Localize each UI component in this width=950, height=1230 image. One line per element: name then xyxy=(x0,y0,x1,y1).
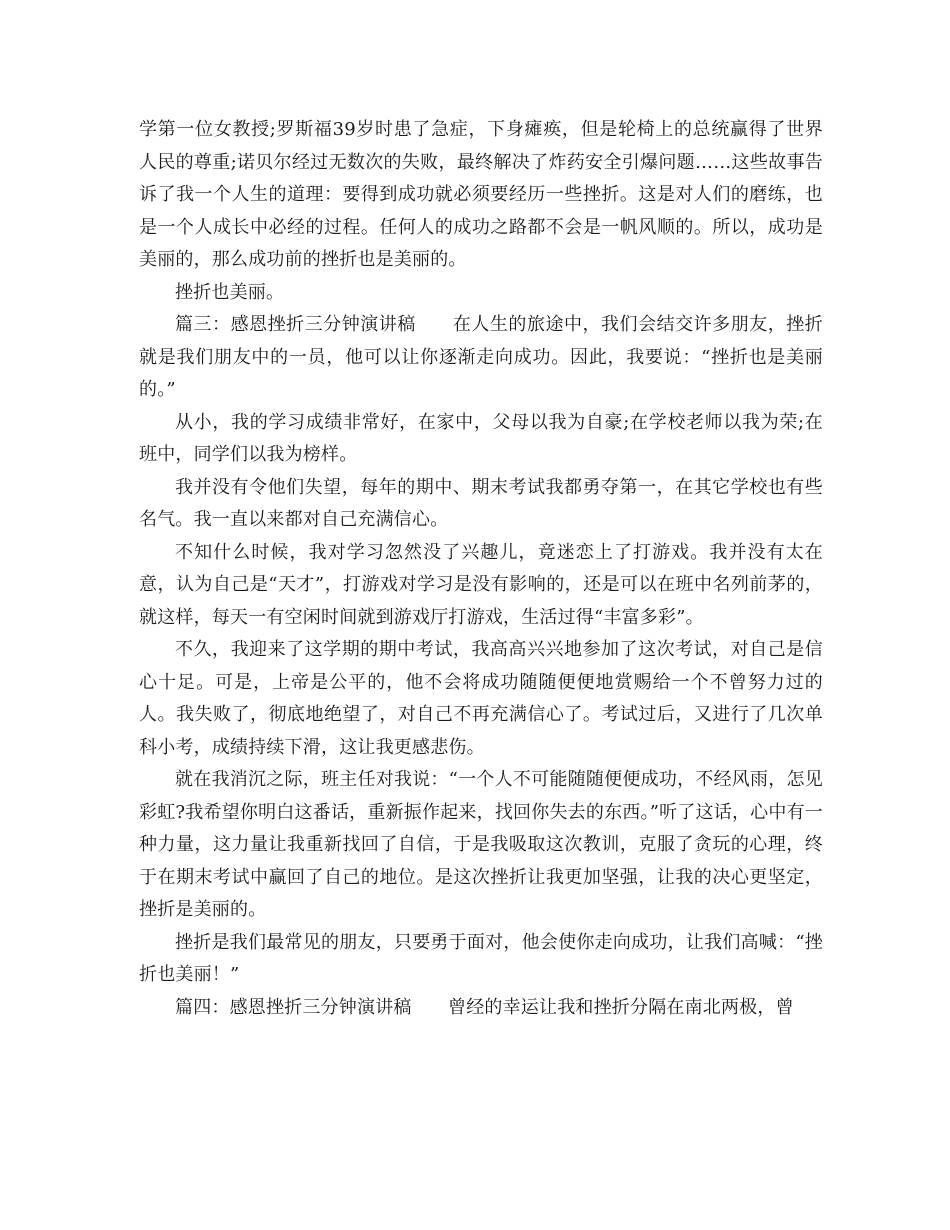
paragraph-5: 我并没有令他们失望，每年的期中、期末考试我都勇夺第一，在其它学校也有些名气。我一直以来都对自己充满信心。 xyxy=(139,476,823,530)
document-page xyxy=(139,114,823,1024)
paragraph-7: 不久，我迎来了这学期的期中考试，我高高兴兴地参加了这次考试，对自己是信心十足。可是，上帝是公平的，他不会将成功随随便便地赏赐给一个不曾努力过的人。我失败了，彻底地绝望了，对自己不再充满信心了。考试过后，又进行了几次单科小考，成绩持续下滑，这让我更感悲伤。 xyxy=(139,639,823,758)
paragraph-3: 篇三：感恩挫折三分钟演讲稿 在人生的旅途中，我们会结交许多朋友，挫折就是我们朋友中的一员，他可以让你逐渐走向成功。因此，我要说：“挫折也是美丽的。” xyxy=(139,314,823,400)
paragraph-8: 就在我消沉之际，班主任对我说：“一个人不可能随随便便成功，不经风雨，怎见彩虹?我希望你明白这番话，重新振作起来，找回你失去的东西。”听了这话，心中有一种力量，这力量让我重新找回了自信，于是我吸取这次教训，克服了贪玩的心理，终于在期末考试中赢回了自己的地位。是这次挫折让我更加坚强，让我的决心更坚定，挫折是美丽的。 xyxy=(139,769,823,920)
paragraph-10: 篇四：感恩挫折三分钟演讲稿 曾经的幸运让我和挫折分隔在南北两极，曾 xyxy=(175,996,794,1018)
paragraph-9: 挫折是我们最常见的朋友，只要勇于面对，他会使你走向成功，让我们高喊：“挫折也美丽！” xyxy=(139,931,823,985)
paragraph-2: 挫折也美丽。 xyxy=(175,281,285,303)
paragraph-1: 学第一位女教授;罗斯福39岁时患了急症，下身瘫痪，但是轮椅上的总统赢得了世界人民的尊重;诺贝尔经过无数次的失败，最终解决了炸药安全引爆问题……这些故事告诉了我一个人生的道理：要得到成功就必须要经历一些挫折。这是对人们的磨练，也是一个人成长中必经的过程。任何人的成功之路都不会是一帆风顺的。所以，成功是美丽的，那么成功前的挫折也是美丽的。 xyxy=(139,119,823,270)
paragraph-4: 从小，我的学习成绩非常好，在家中，父母以我为自豪;在学校老师以我为荣;在班中，同学们以我为榜样。 xyxy=(139,411,823,465)
paragraph-6: 不知什么时候，我对学习忽然没了兴趣儿，竟迷恋上了打游戏。我并没有太在意，认为自己是“天才”，打游戏对学习是没有影响的，还是可以在班中名列前茅的，就这样，每天一有空闲时间就到游戏厅打游戏，生活过得“丰富多彩”。 xyxy=(139,541,823,628)
